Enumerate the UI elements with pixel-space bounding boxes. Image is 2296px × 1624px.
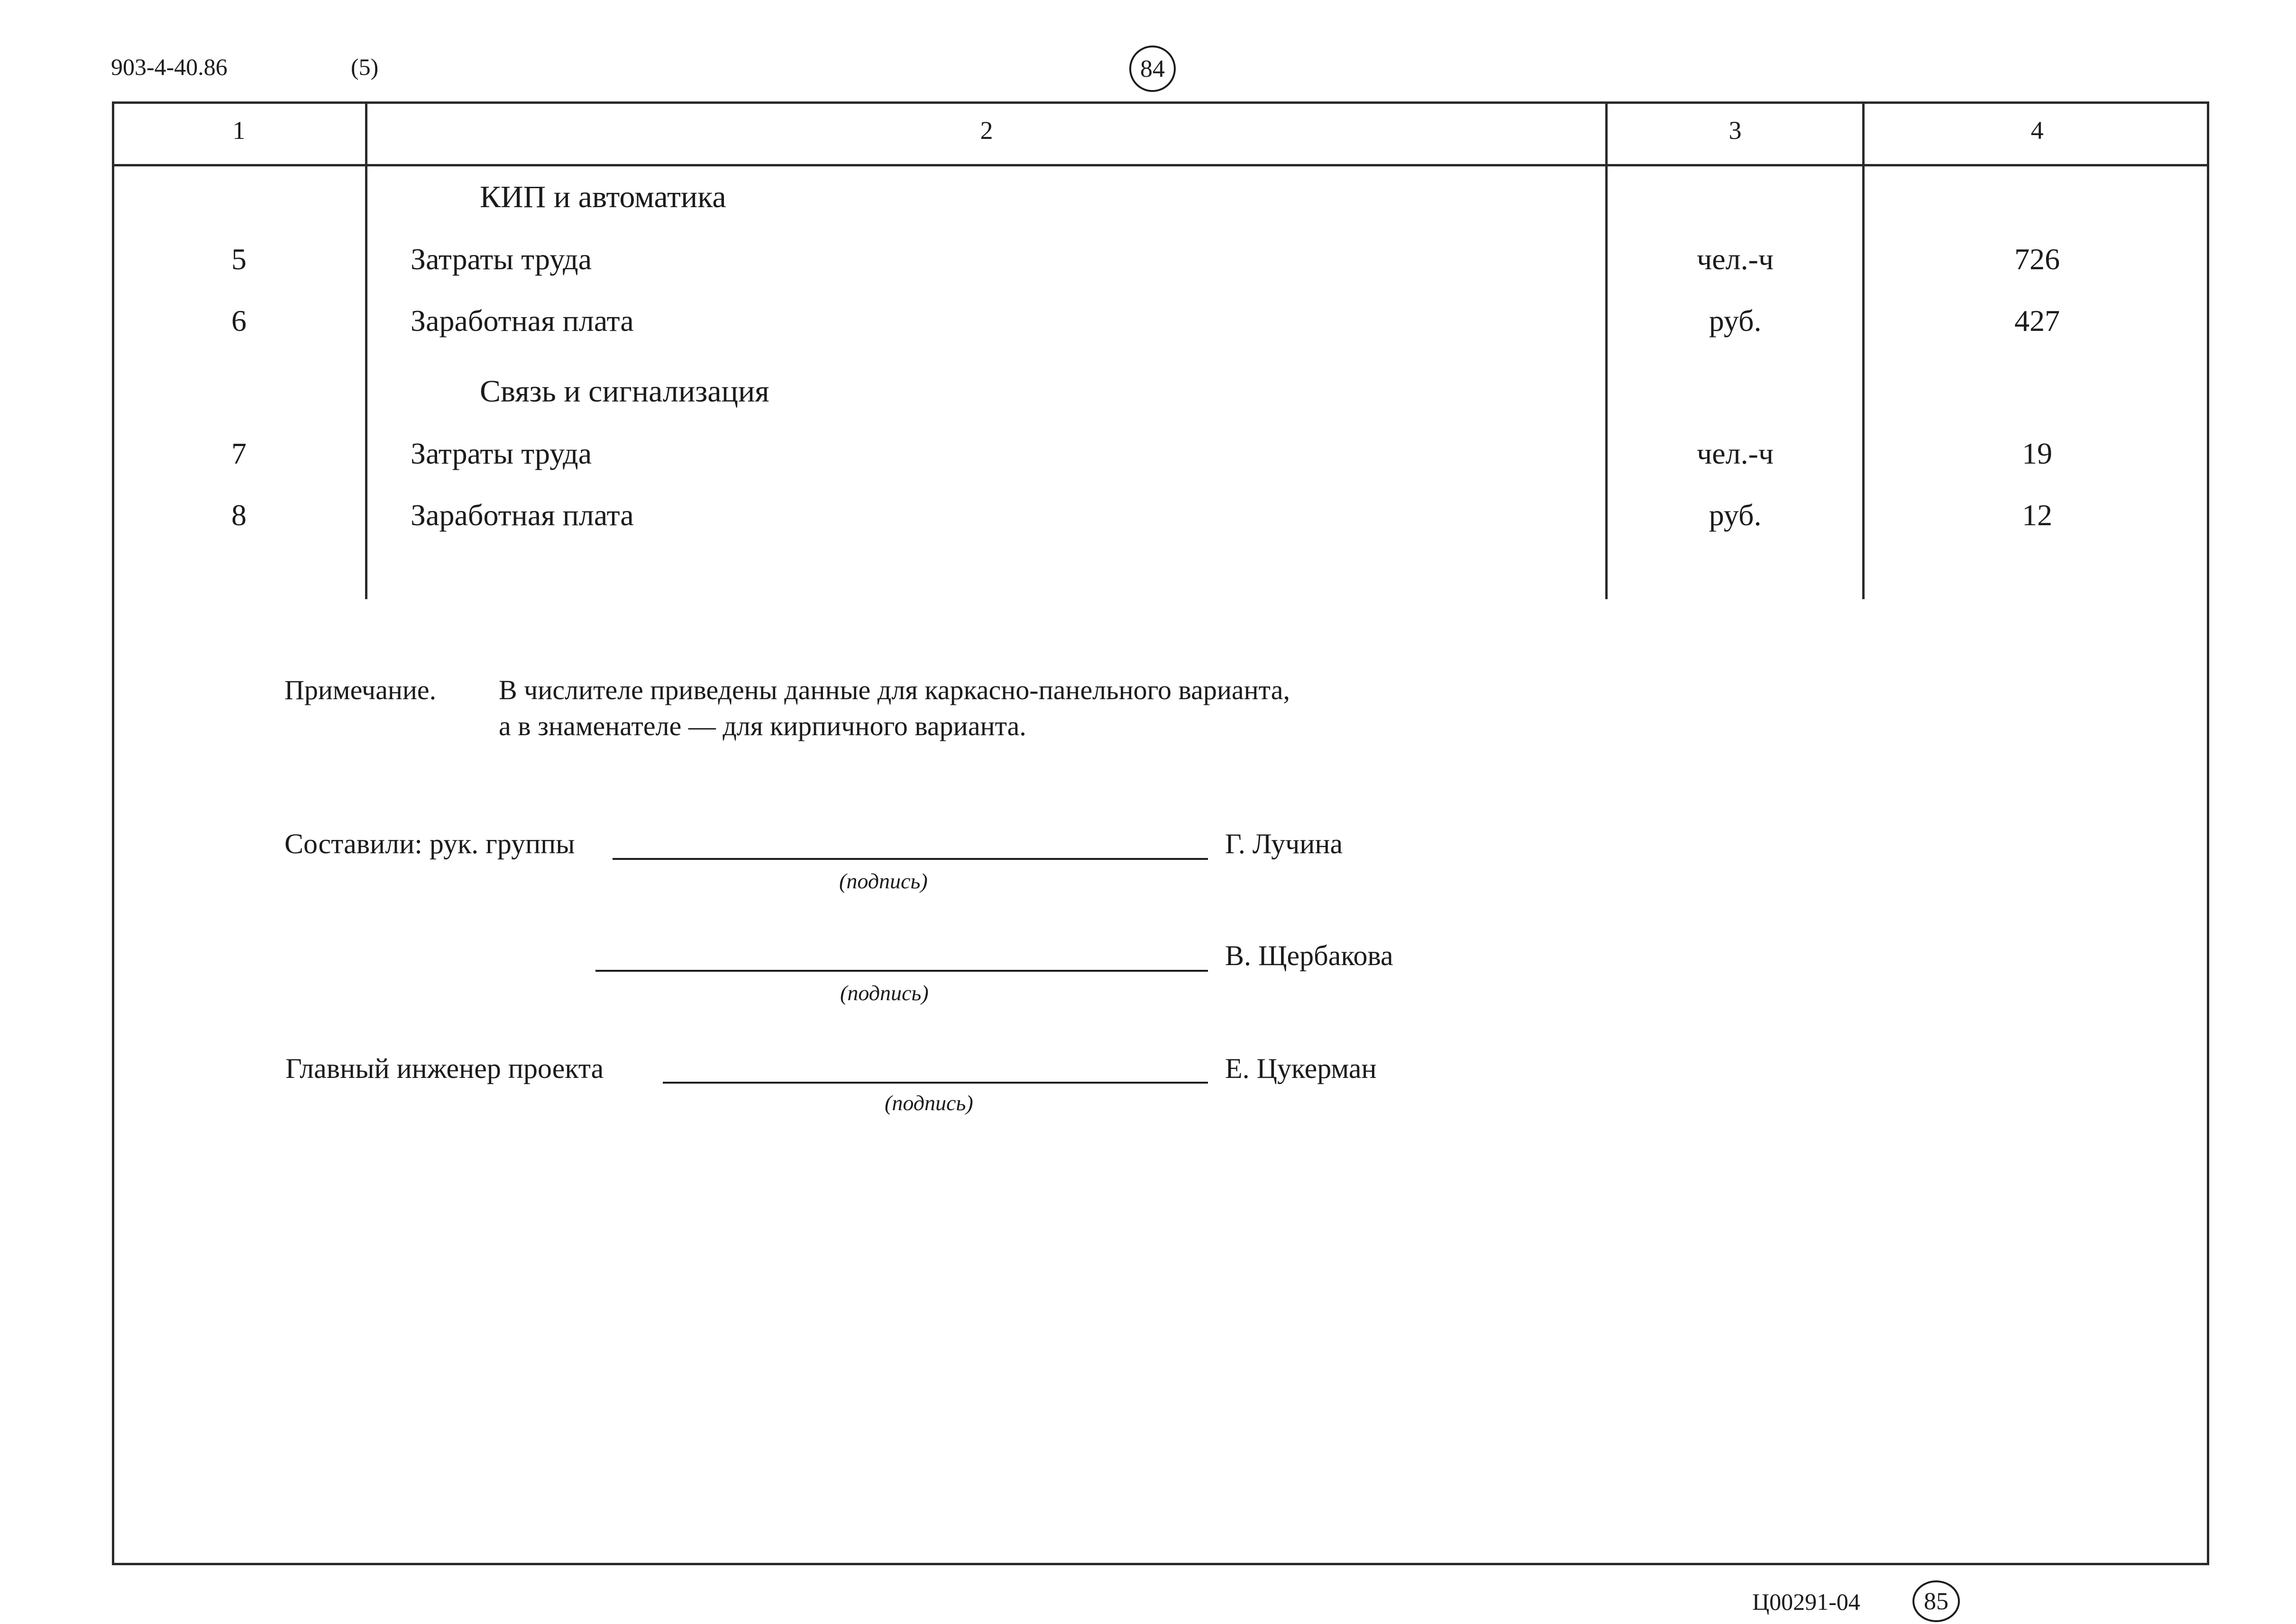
footer-code: Ц00291-04	[1752, 1588, 1860, 1615]
row-unit: чел.-ч	[1696, 437, 1774, 470]
row-number: 6	[231, 304, 247, 338]
note-line-1: В числителе приведены данные для каркасно-панельного варианта,	[499, 675, 1290, 705]
row-value: 12	[2022, 498, 2052, 532]
chief-engineer-label: Главный инженер проекта	[285, 1053, 604, 1084]
footer-page-badge	[1912, 1580, 1960, 1622]
row-name: Затраты труда	[411, 437, 592, 470]
row-number: 8	[231, 498, 247, 532]
note-label: Примечание.	[284, 675, 437, 705]
row-value: 427	[2014, 304, 2060, 338]
signer-name: В. Щербакова	[1225, 940, 1393, 971]
section-title: КИП и автоматика	[480, 180, 726, 214]
signature-line	[613, 858, 1208, 860]
row-unit: руб.	[1709, 304, 1762, 338]
compiled-by-label: Составили: рук. группы	[284, 828, 575, 859]
row-number: 7	[231, 437, 247, 470]
note-line-2: а в знаменателе — для кирпичного варианта.	[499, 711, 1026, 741]
row-name: Затраты труда	[411, 242, 592, 276]
row-number: 5	[231, 242, 247, 276]
column-header-2: 2	[980, 116, 993, 145]
signer-name: Е. Цукерман	[1225, 1053, 1377, 1084]
row-name: Заработная плата	[411, 304, 634, 338]
signature-caption: (подпись)	[840, 981, 929, 1005]
footer-page-number: 85	[1924, 1588, 1948, 1615]
row-unit: чел.-ч	[1696, 242, 1774, 276]
signature-caption: (подпись)	[839, 869, 928, 893]
row-value: 726	[2014, 242, 2060, 276]
document-code: 903-4-40.86	[111, 54, 228, 80]
column-header-4: 4	[2031, 116, 2044, 145]
section-title: Связь и сигнализация	[480, 374, 769, 409]
sheet-number: (5)	[351, 54, 379, 80]
column-header-1: 1	[232, 116, 246, 145]
table-header-bottom-line	[112, 164, 2209, 166]
signature-line	[663, 1082, 1208, 1084]
row-value: 19	[2022, 437, 2052, 470]
signature-caption: (подпись)	[885, 1091, 973, 1115]
column-header-3: 3	[1729, 116, 1742, 145]
page-number: 84	[1140, 55, 1165, 82]
signer-name: Г. Лучина	[1225, 828, 1343, 859]
page-number-badge	[1129, 46, 1176, 92]
row-name: Заработная плата	[411, 498, 634, 532]
row-unit: руб.	[1709, 498, 1762, 532]
signature-line	[595, 970, 1208, 972]
